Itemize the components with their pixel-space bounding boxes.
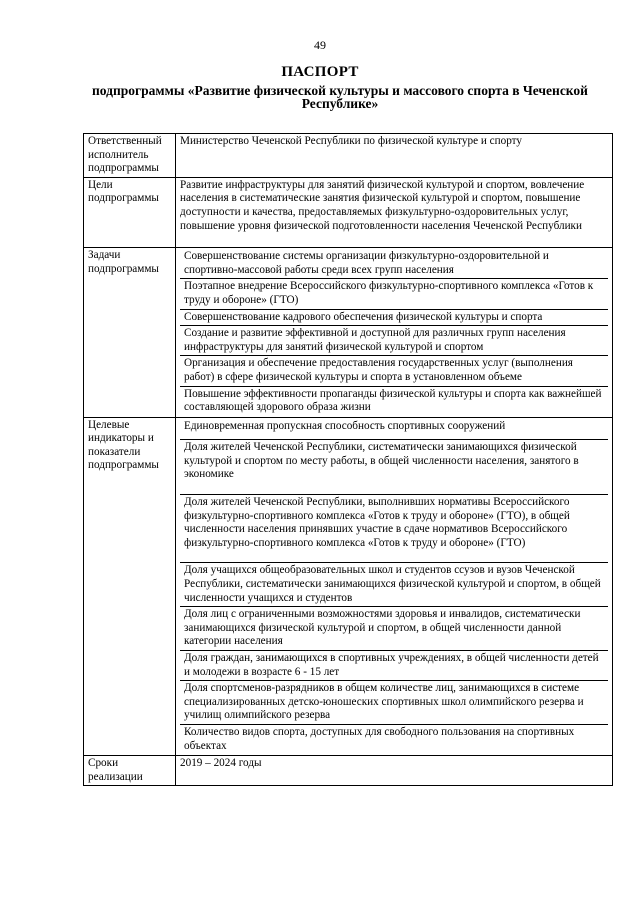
list-item: Доля лиц с ограниченными возможностями здоровья и инвалидов, систематически занимающихся физической культурой и спортом, в общей численности данной категории населения — [180, 607, 608, 651]
list-item: Создание и развитие эффективной и доступной для различных групп населения инфраструктуры для занятий физической культурой и спортом — [180, 326, 608, 356]
list-item: Совершенствование системы организации физкультурно-оздоровительной и спортивно-массовой работы среди всех групп населения — [180, 249, 608, 279]
list-item: Доля жителей Чеченской Республики, систематически занимающихся физической культурой и спортом по месту работы, в общей численности населения, занятого в экономике — [180, 440, 608, 495]
list-item: Совершенствование кадрового обеспечения физической культуры и спорта — [180, 310, 608, 327]
list-item: Организация и обеспечение предоставления государственных услуг (выполнения работ) в сфере физической культуры и спорта в установленном объеме — [180, 356, 608, 386]
row-label: Задачи подпрограммы — [84, 248, 176, 418]
table-row-indicators — [84, 417, 613, 755]
table-row-goals — [84, 177, 613, 247]
document-title: ПАСПОРТ — [281, 64, 359, 80]
list-item: Единовременная пропускная способность спортивных сооружений — [180, 419, 608, 441]
list-item: Количество видов спорта, доступных для свободного пользования на спортивных объектах — [184, 725, 575, 752]
passport-table — [83, 133, 613, 786]
list-item: Доля жителей Чеченской Республики, выполнивших нормативы Всероссийского физкультурно-спортивного комплекса «Готов к труду и обороне» (ГТО), в общей численности населения принявших участие в сдаче нормативов Всероссийского физкультурно-спортивного комплекса «Готов к труду и обороне» (ГТО) — [180, 495, 608, 563]
list-item: Повышение эффективности пропаганды физической культуры и спорта как важнейшей составляющей здорового образа жизни — [184, 387, 602, 414]
row-label: Ответственный исполнитель подпрограммы — [84, 134, 176, 178]
page-number: 49 — [314, 38, 326, 52]
list-item: Поэтапное внедрение Всероссийского физкультурно-спортивного комплекса «Готов к труду и обороне» (ГТО) — [180, 279, 608, 309]
list-item: Доля учащихся общеобразовательных школ и студентов ссузов и вузов Чеченской Республики, систематически занимающихся физической культурой и спортом, в общей численности учащихся и студентов — [180, 563, 608, 607]
row-label: Цели подпрограммы — [84, 177, 176, 247]
indicators-list — [176, 417, 613, 755]
table-row-executor — [84, 134, 613, 178]
row-value: Развитие инфраструктуры для занятий физической культурой и спортом, вовлечение населения в систематические занятия физической культурой и спортом, повышение доступности и качества, предоставляемых физкультурно-оздоровительных услуг, повышение уровня физической подготовленности населения Чеченской Республики — [176, 177, 613, 247]
document-subtitle: подпрограммы «Развитие физической культуры и массового спорта в Чеченской Республике» — [92, 83, 588, 111]
row-value: Министерство Чеченской Республики по физической культуре и спорту — [176, 134, 613, 178]
list-item: Доля спортсменов-разрядников в общем количестве лиц, занимающихся в системе специализированных детско-юношеских спортивных школ олимпийского резерва и училищ олимпийского резерва — [180, 681, 608, 725]
table-row-period — [84, 756, 613, 786]
row-label: Целевые индикаторы и показатели подпрограммы — [84, 417, 176, 755]
tasks-list — [176, 248, 613, 418]
list-item: Доля граждан, занимающихся в спортивных учреждениях, в общей численности детей и молодежи в возрасте 6 - 15 лет — [180, 651, 608, 681]
row-label: Сроки реализации — [84, 756, 176, 786]
row-value: 2019 – 2024 годы — [176, 756, 613, 786]
table-row-tasks — [84, 248, 613, 418]
